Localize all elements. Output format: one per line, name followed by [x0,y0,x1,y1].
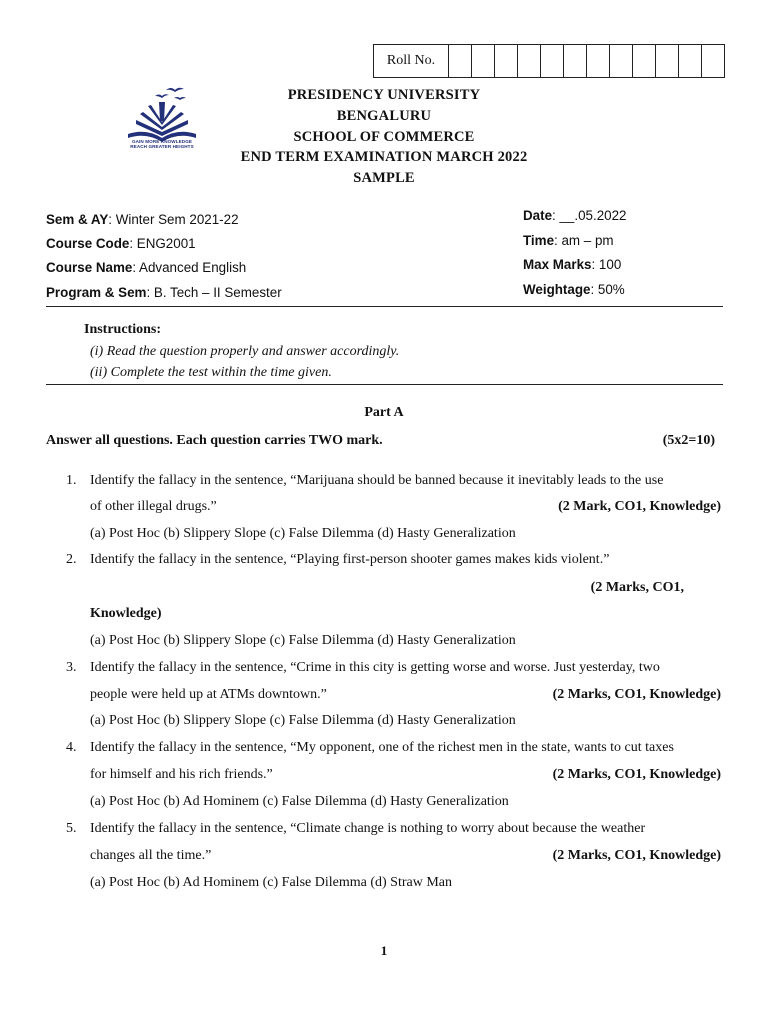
logo-tagline-line: REACH GREATER HEIGHTS [130,144,194,150]
date-row [523,208,627,223]
course-code-value: : ENG2001 [129,236,196,251]
roll-number-cell [587,45,610,77]
question-text: Identify the fallacy in the sentence, “Playing first-person shooter games makes kids violent.” [90,552,610,567]
date-value: : __.05.2022 [552,208,627,223]
question-number: 5. [66,821,77,836]
time-value: : am – pm [554,233,614,248]
question-options: (a) Post Hoc (b) Ad Hominem (c) False Dilemma (d) Hasty Generalization [90,794,509,809]
page-number: 1 [380,943,388,958]
instructions-title: Instructions: [84,322,162,337]
roll-number-cell [656,45,679,77]
question-text: for himself and his rich friends.” [90,767,273,782]
roll-number-cell [518,45,541,77]
roll-number-cell [472,45,495,77]
roll-number-cell [679,45,702,77]
course-code-label: Course Code [46,236,130,251]
roll-number-box [373,44,725,78]
roll-number-cell [449,45,472,77]
course-code-row [46,236,196,251]
course-name-row [46,260,246,275]
question-number: 3. [66,660,77,675]
part-title: Part A [364,405,404,420]
question-number: 2. [66,552,77,567]
max-marks-row [523,257,621,272]
university-city: BENGALURU [336,107,432,124]
question-options: (a) Post Hoc (b) Ad Hominem (c) False Dilemma (d) Straw Man [90,875,452,890]
course-name-label: Course Name [46,260,133,275]
time-label: Time [523,233,555,248]
logo-tagline [118,139,206,150]
program-sem-label: Program & Sem [46,285,147,300]
instruction-item: (ii) Complete the test within the time given. [90,365,332,380]
time-row [523,233,614,248]
question-text: Identify the fallacy in the sentence, “Climate change is nothing to worry about because the weather [90,821,646,836]
part-marks: (5x2=10) [662,433,715,448]
sem-ay-value: : Winter Sem 2021-22 [108,212,239,227]
question-options: (a) Post Hoc (b) Slippery Slope (c) False Dilemma (d) Hasty Generalization [90,713,516,728]
question-marks: (2 Marks, CO1, [590,580,684,595]
question-marks: (2 Marks, CO1, Knowledge) [552,848,721,863]
instruction-item: (i) Read the question properly and answer accordingly. [90,344,400,359]
program-sem-row [46,285,282,300]
exam-subtitle: SAMPLE [353,170,415,187]
roll-number-cell [702,45,724,77]
question-options: (a) Post Hoc (b) Slippery Slope (c) False Dilemma (d) Hasty Generalization [90,633,516,648]
question-text: Identify the fallacy in the sentence, “My opponent, one of the richest men in the state, wants to cut taxes [90,740,674,755]
roll-number-label: Roll No. [374,45,449,77]
date-label: Date [523,208,553,223]
logo-tagline-line: GAIN MORE KNOWLEDGE [131,139,193,144]
course-name-value: : Advanced English [132,260,247,275]
question-text: Identify the fallacy in the sentence, “Crime in this city is getting worse and worse. Just yesterday, two [90,660,660,675]
question-text: of other illegal drugs.” [90,499,217,514]
question-marks: (2 Mark, CO1, Knowledge) [558,499,721,514]
university-name: PRESIDENCY UNIVERSITY [287,87,481,103]
question-text: people were held up at ATMs downtown.” [90,687,327,702]
question-marks-continued: Knowledge) [90,606,162,621]
roll-number-cell [610,45,633,77]
question-marks: (2 Marks, CO1, Knowledge) [552,767,721,782]
weightage-label: Weightage [523,282,591,297]
question-marks: (2 Marks, CO1, Knowledge) [552,687,721,702]
roll-number-cell [541,45,564,77]
question-text: Identify the fallacy in the sentence, “Marijuana should be banned because it inevitably leads to the use [90,473,664,488]
divider [46,384,723,385]
divider [46,306,723,307]
exam-title: END TERM EXAMINATION MARCH 2022 [240,149,528,166]
program-sem-value: : B. Tech – II Semester [146,285,282,300]
sem-ay-label: Sem & AY [46,212,109,227]
weightage-value: : 50% [590,282,625,297]
roll-number-cell [564,45,587,77]
weightage-row [523,282,625,297]
question-text: changes all the time.” [90,848,212,863]
roll-number-cell [495,45,518,77]
max-marks-label: Max Marks [523,257,592,272]
exam-header [200,85,568,189]
roll-number-cell [633,45,656,77]
question-number: 4. [66,740,77,755]
question-options: (a) Post Hoc (b) Slippery Slope (c) False Dilemma (d) Hasty Generalization [90,526,516,541]
part-instruction: Answer all questions. Each question carries TWO mark. [46,433,383,448]
max-marks-value: : 100 [591,257,622,272]
question-number: 1. [66,473,77,488]
school-name: SCHOOL OF COMMERCE [293,128,475,145]
sem-ay-row [46,212,239,227]
